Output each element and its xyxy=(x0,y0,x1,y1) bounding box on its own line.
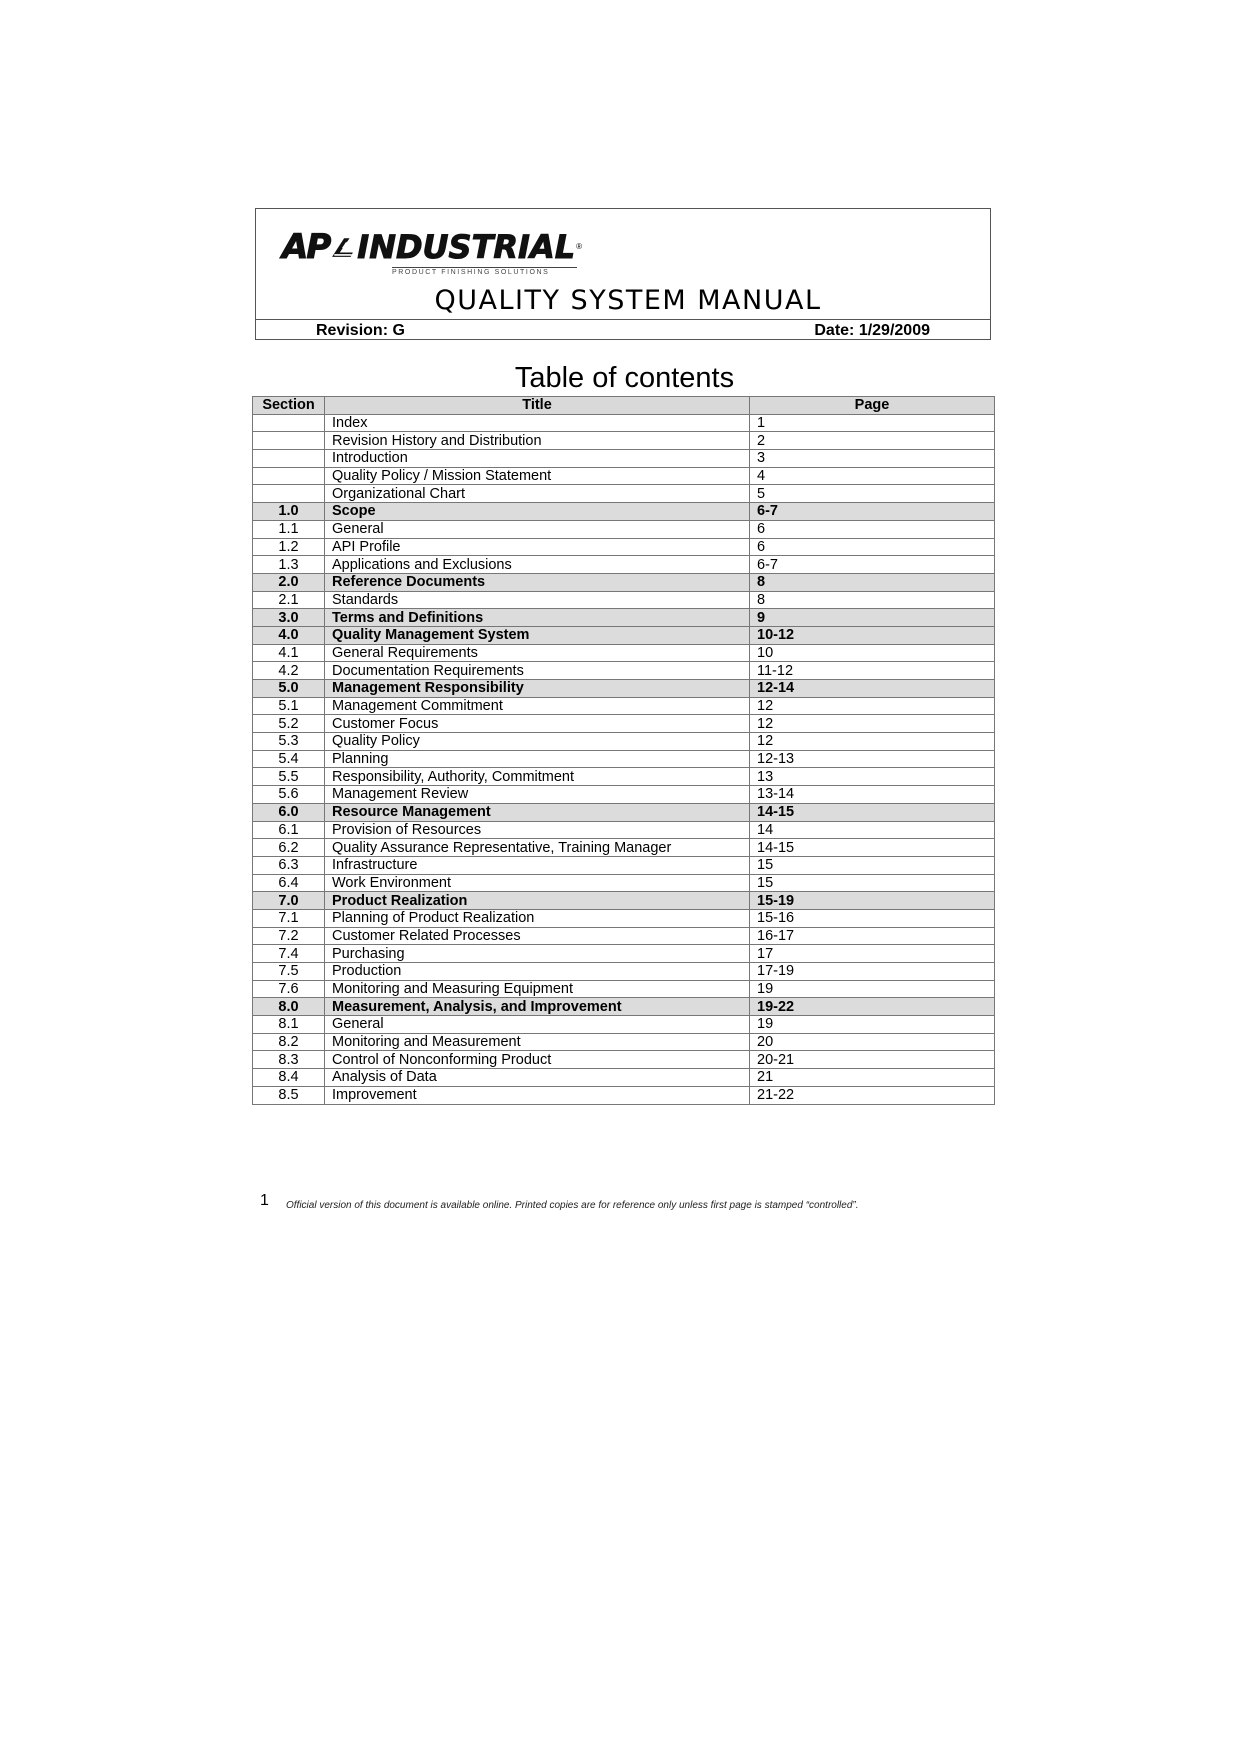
toc-section-row xyxy=(253,609,995,627)
toc-row-section: 7.2 xyxy=(253,927,325,945)
toc-row-page: 21 xyxy=(750,1069,995,1087)
toc-row-page: 21-22 xyxy=(750,1086,995,1104)
toc-row-page: 15-19 xyxy=(750,892,995,910)
toc-row-title: Management Commitment xyxy=(325,697,750,715)
toc-section-row xyxy=(253,892,995,910)
toc-row-title: Applications and Exclusions xyxy=(325,556,750,574)
toc-row-title: Measurement, Analysis, and Improvement xyxy=(325,998,750,1016)
toc-row xyxy=(253,538,995,556)
toc-row-page: 12 xyxy=(750,733,995,751)
toc-row-section: 2.0 xyxy=(253,573,325,591)
toc-row-section xyxy=(253,432,325,450)
footer-note: Official version of this document is available online. Printed copies are for reference only unless first page is stamped “controlled”. xyxy=(286,1200,859,1211)
toc-row-section xyxy=(253,414,325,432)
toc-row-section: 8.3 xyxy=(253,1051,325,1069)
toc-row-title: General Requirements xyxy=(325,644,750,662)
revision-row xyxy=(256,319,990,341)
toc-row-page: 8 xyxy=(750,591,995,609)
toc-row-section: 5.6 xyxy=(253,786,325,804)
toc-row-title: Standards xyxy=(325,591,750,609)
toc-row-title: Management Review xyxy=(325,786,750,804)
toc-row-section xyxy=(253,450,325,468)
toc-row xyxy=(253,556,995,574)
toc-row-title: Provision of Resources xyxy=(325,821,750,839)
toc-row-section: 2.1 xyxy=(253,591,325,609)
toc-row-title: Improvement xyxy=(325,1086,750,1104)
logo-tagline: PRODUCT FINISHING SOLUTIONS xyxy=(392,267,577,276)
logo-text-ap: AP xyxy=(282,227,330,267)
toc-row-page: 2 xyxy=(750,432,995,450)
toc-row xyxy=(253,1086,995,1104)
toc-row-section: 7.0 xyxy=(253,892,325,910)
toc-row-page: 12-14 xyxy=(750,680,995,698)
toc-row-page: 19 xyxy=(750,1016,995,1034)
toc-row xyxy=(253,591,995,609)
toc-row xyxy=(253,927,995,945)
toc-row-page: 16-17 xyxy=(750,927,995,945)
toc-row-page: 5 xyxy=(750,485,995,503)
toc-row-section: 8.1 xyxy=(253,1016,325,1034)
toc-row-title: Product Realization xyxy=(325,892,750,910)
column-header-page: Page xyxy=(750,397,995,415)
toc-row xyxy=(253,715,995,733)
toc-row xyxy=(253,963,995,981)
toc-row xyxy=(253,662,995,680)
toc-row-section: 5.1 xyxy=(253,697,325,715)
toc-row-page: 4 xyxy=(750,467,995,485)
revision-label: Revision: G xyxy=(316,322,405,339)
toc-row-section: 4.0 xyxy=(253,626,325,644)
toc-row-title: Revision History and Distribution xyxy=(325,432,750,450)
toc-row-section: 6.2 xyxy=(253,839,325,857)
toc-row-page: 14 xyxy=(750,821,995,839)
page-number: 1 xyxy=(260,1192,269,1209)
toc-row-page: 6-7 xyxy=(750,556,995,574)
toc-section-row xyxy=(253,680,995,698)
toc-row-page: 15 xyxy=(750,874,995,892)
toc-heading: Table of contents xyxy=(514,362,735,394)
toc-row xyxy=(253,467,995,485)
toc-row-section: 1.0 xyxy=(253,503,325,521)
toc-row-title: Customer Related Processes xyxy=(325,927,750,945)
toc-row-title: Reference Documents xyxy=(325,573,750,591)
toc-row-page: 20-21 xyxy=(750,1051,995,1069)
toc-row-section: 8.0 xyxy=(253,998,325,1016)
toc-row-section xyxy=(253,485,325,503)
toc-row-page: 1 xyxy=(750,414,995,432)
toc-section-row xyxy=(253,573,995,591)
toc-row-page: 19 xyxy=(750,980,995,998)
logo-registered-mark: ® xyxy=(576,242,582,251)
document-title: QUALITY SYSTEM MANUAL xyxy=(434,285,822,316)
toc-section-row xyxy=(253,803,995,821)
toc-row-section: 7.5 xyxy=(253,963,325,981)
toc-row-title: Quality Policy / Mission Statement xyxy=(325,467,750,485)
toc-row-page: 12-13 xyxy=(750,750,995,768)
toc-row-title: Analysis of Data xyxy=(325,1069,750,1087)
revision-date: Date: 1/29/2009 xyxy=(814,322,930,339)
toc-row xyxy=(253,945,995,963)
toc-row-section: 8.5 xyxy=(253,1086,325,1104)
toc-row xyxy=(253,520,995,538)
toc-row xyxy=(253,821,995,839)
toc-row-title: Purchasing xyxy=(325,945,750,963)
toc-row xyxy=(253,786,995,804)
toc-row-section: 5.5 xyxy=(253,768,325,786)
toc-row-title: Quality Policy xyxy=(325,733,750,751)
toc-row xyxy=(253,432,995,450)
toc-row-title: General xyxy=(325,520,750,538)
toc-row-section: 4.2 xyxy=(253,662,325,680)
toc-row-section: 7.4 xyxy=(253,945,325,963)
toc-row-title: Work Environment xyxy=(325,874,750,892)
toc-row xyxy=(253,1051,995,1069)
toc-row-page: 9 xyxy=(750,609,995,627)
toc-row xyxy=(253,768,995,786)
toc-row-page: 8 xyxy=(750,573,995,591)
toc-row-page: 14-15 xyxy=(750,803,995,821)
toc-row-title: Infrastructure xyxy=(325,856,750,874)
toc-row xyxy=(253,750,995,768)
logo-mark-icon xyxy=(331,227,355,267)
toc-row xyxy=(253,414,995,432)
toc-row-title: Management Responsibility xyxy=(325,680,750,698)
toc-row-title: Documentation Requirements xyxy=(325,662,750,680)
toc-row xyxy=(253,1069,995,1087)
toc-row-title: Quality Management System xyxy=(325,626,750,644)
toc-row-page: 15 xyxy=(750,856,995,874)
toc-row-section: 6.1 xyxy=(253,821,325,839)
column-header-title: Title xyxy=(325,397,750,415)
toc-row-page: 6-7 xyxy=(750,503,995,521)
toc-row-page: 17 xyxy=(750,945,995,963)
toc-row-section: 8.2 xyxy=(253,1033,325,1051)
toc-row-title: Control of Nonconforming Product xyxy=(325,1051,750,1069)
toc-row-section: 1.3 xyxy=(253,556,325,574)
toc-row xyxy=(253,839,995,857)
toc-row-section: 5.3 xyxy=(253,733,325,751)
toc-row-title: Introduction xyxy=(325,450,750,468)
toc-row-title: Terms and Definitions xyxy=(325,609,750,627)
toc-row-page: 6 xyxy=(750,520,995,538)
toc-row-page: 17-19 xyxy=(750,963,995,981)
toc-row-page: 10-12 xyxy=(750,626,995,644)
toc-row-section xyxy=(253,467,325,485)
toc-row-title: Organizational Chart xyxy=(325,485,750,503)
toc-row-page: 11-12 xyxy=(750,662,995,680)
toc-row xyxy=(253,909,995,927)
toc-row xyxy=(253,644,995,662)
toc-row-title: Resource Management xyxy=(325,803,750,821)
toc-row-title: Monitoring and Measurement xyxy=(325,1033,750,1051)
toc-row-section: 1.1 xyxy=(253,520,325,538)
logo-text-industrial: INDUSTRIAL xyxy=(357,228,576,266)
toc-row-section: 3.0 xyxy=(253,609,325,627)
toc-row-title: Scope xyxy=(325,503,750,521)
toc-section-row xyxy=(253,503,995,521)
toc-row-page: 15-16 xyxy=(750,909,995,927)
company-logo xyxy=(282,227,582,281)
toc-row-page: 12 xyxy=(750,697,995,715)
toc-row-section: 8.4 xyxy=(253,1069,325,1087)
toc-row-section: 5.4 xyxy=(253,750,325,768)
toc-row-section: 4.1 xyxy=(253,644,325,662)
toc-row xyxy=(253,856,995,874)
toc-row-title: Customer Focus xyxy=(325,715,750,733)
toc-row-section: 7.1 xyxy=(253,909,325,927)
toc-row-section: 5.2 xyxy=(253,715,325,733)
toc-row-page: 19-22 xyxy=(750,998,995,1016)
column-header-section: Section xyxy=(253,397,325,415)
toc-header-row xyxy=(253,397,995,415)
toc-row-section: 5.0 xyxy=(253,680,325,698)
toc-body xyxy=(253,414,995,1104)
toc-row xyxy=(253,1016,995,1034)
toc-row-section: 6.0 xyxy=(253,803,325,821)
toc-row-page: 3 xyxy=(750,450,995,468)
toc-row-title: General xyxy=(325,1016,750,1034)
toc-row-section: 1.2 xyxy=(253,538,325,556)
toc-row xyxy=(253,1033,995,1051)
toc-row xyxy=(253,733,995,751)
toc-row-title: API Profile xyxy=(325,538,750,556)
toc-row-title: Responsibility, Authority, Commitment xyxy=(325,768,750,786)
toc-row xyxy=(253,450,995,468)
toc-row xyxy=(253,980,995,998)
toc-row-title: Planning of Product Realization xyxy=(325,909,750,927)
toc-row-section: 7.6 xyxy=(253,980,325,998)
toc-row-section: 6.4 xyxy=(253,874,325,892)
toc-section-row xyxy=(253,998,995,1016)
toc-row-page: 12 xyxy=(750,715,995,733)
toc-row-section: 6.3 xyxy=(253,856,325,874)
toc-row-title: Production xyxy=(325,963,750,981)
toc-row-page: 13 xyxy=(750,768,995,786)
toc-section-row xyxy=(253,626,995,644)
toc-row-page: 10 xyxy=(750,644,995,662)
toc-table xyxy=(252,396,995,1105)
toc-row xyxy=(253,874,995,892)
toc-row xyxy=(253,485,995,503)
toc-row xyxy=(253,697,995,715)
toc-row-page: 14-15 xyxy=(750,839,995,857)
toc-row-page: 13-14 xyxy=(750,786,995,804)
toc-row-title: Quality Assurance Representative, Training Manager xyxy=(325,839,750,857)
toc-row-title: Monitoring and Measuring Equipment xyxy=(325,980,750,998)
toc-row-page: 6 xyxy=(750,538,995,556)
toc-row-title: Index xyxy=(325,414,750,432)
toc-row-title: Planning xyxy=(325,750,750,768)
document-header xyxy=(255,208,991,340)
toc-row-page: 20 xyxy=(750,1033,995,1051)
